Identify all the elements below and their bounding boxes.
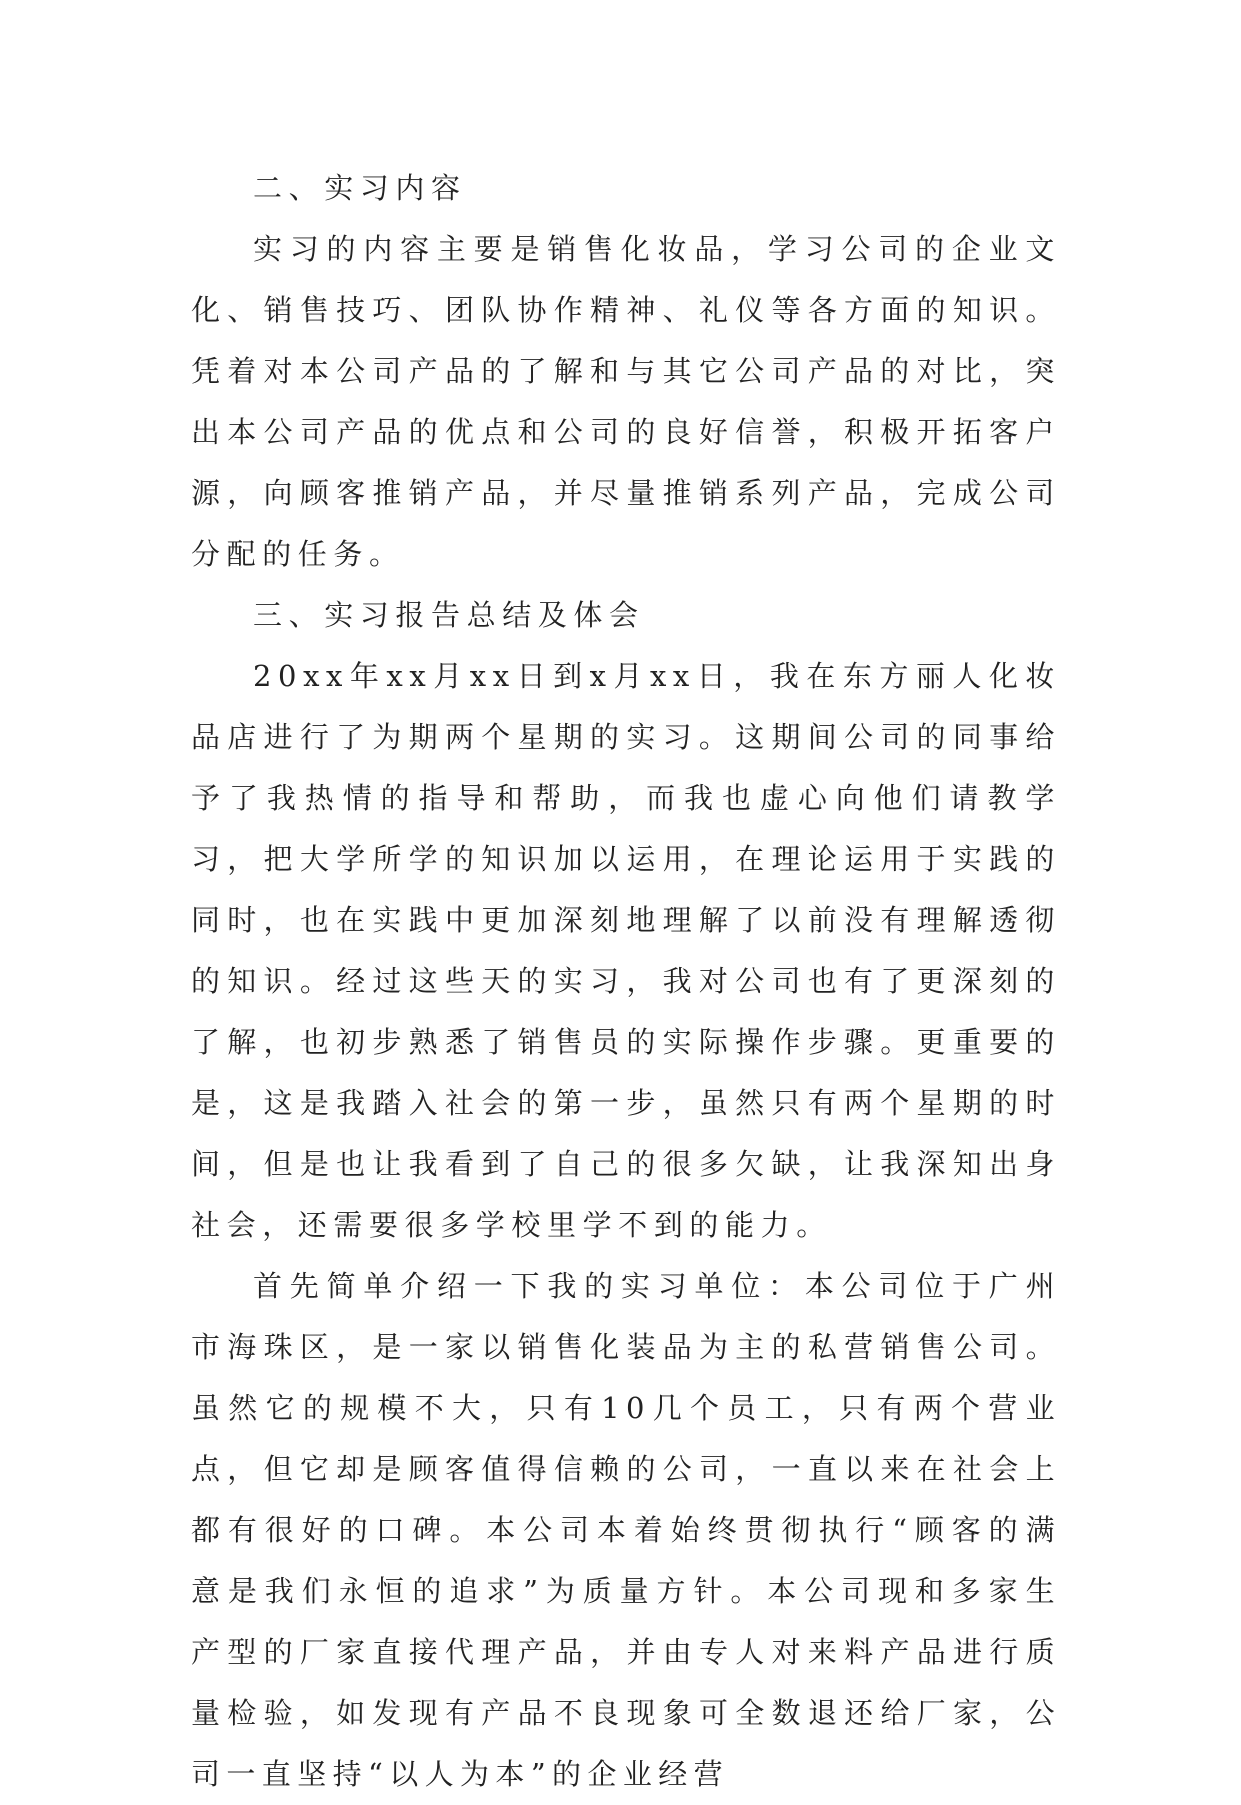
- section-heading-internship-content: 二、实习内容: [253, 171, 467, 205]
- document-page: [191, 158, 1061, 1805]
- section-heading-summary: 三、实习报告总结及体会: [253, 598, 645, 632]
- paragraph-internship-content: 实习的内容主要是销售化妆品，学习公司的企业文化、销售技巧、团队协作精神、礼仪等各方面的知识。凭着对本公司产品的了解和与其它公司产品的对比，突出本公司产品的优点和公司的良好信誉，积极开拓客户源，向顾客推销产品，并尽量推销系列产品，完成公司分配的任务。: [191, 232, 1061, 571]
- paragraph-summary-1: 20xx年xx月xx日到x月xx日，我在东方丽人化妆品店进行了为期两个星期的实习。这期间公司的同事给予了我热情的指导和帮助，而我也虚心向他们请教学习，把大学所学的知识加以运用，在理论运用于实践的同时，也在实践中更加深刻地理解了以前没有理解透彻的知识。经过这些天的实习，我对公司也有了更深刻的了解，也初步熟悉了销售员的实际操作步骤。更重要的是，这是我踏入社会的第一步，虽然只有两个星期的时间，但是也让我看到了自己的很多欠缺，让我深知出身社会，还需要很多学校里学不到的能力。: [191, 659, 1061, 1242]
- paragraph-summary-2: 首先简单介绍一下我的实习单位：本公司位于广州市海珠区，是一家以销售化装品为主的私营销售公司。虽然它的规模不大，只有10几个员工，只有两个营业点，但它却是顾客值得信赖的公司，一直以来在社会上都有很好的口碑。本公司本着始终贯彻执行“顾客的满意是我们永恒的追求”为质量方针。本公司现和多家生产型的厂家直接代理产品，并由专人对来料产品进行质量检验，如发现有产品不良现象可全数退还给厂家，公司一直坚持“以人为本”的企业经营: [191, 1269, 1061, 1791]
